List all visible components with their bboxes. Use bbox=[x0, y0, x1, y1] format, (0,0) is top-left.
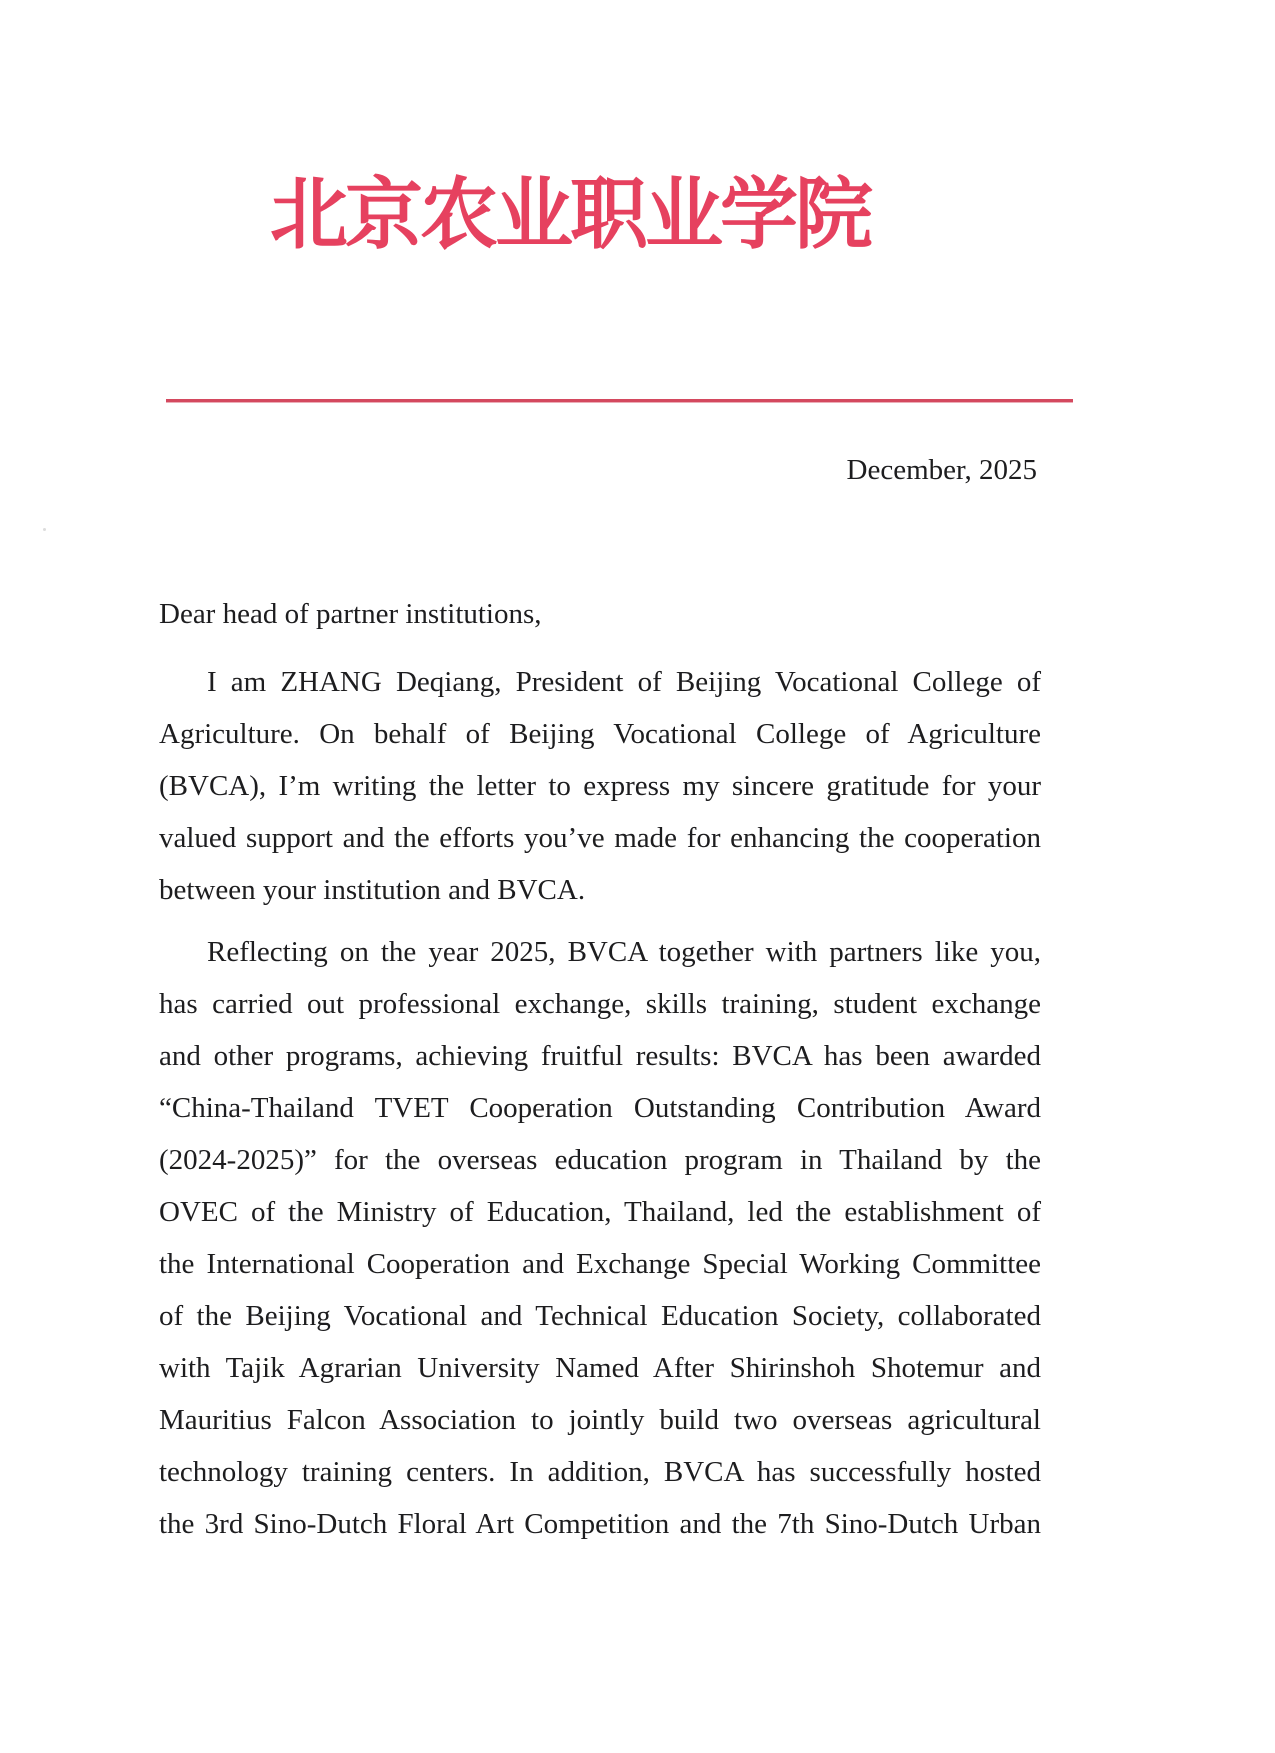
body-line: the International Cooperation and Exchange Special Working Committee bbox=[159, 1248, 1041, 1280]
body-line: I am ZHANG Deqiang, President of Beijing Vocational College of bbox=[207, 666, 1041, 698]
body-line: of the Beijing Vocational and Technical Education Society, collaborated bbox=[159, 1300, 1041, 1332]
body-line: “China-Thailand TVET Cooperation Outstanding Contribution Award bbox=[159, 1092, 1041, 1124]
body-line: OVEC of the Ministry of Education, Thailand, led the establishment of bbox=[159, 1196, 1041, 1228]
body-line: Reflecting on the year 2025, BVCA together with partners like you, bbox=[207, 936, 1041, 968]
body-line: and other programs, achieving fruitful results: BVCA has been awarded bbox=[159, 1040, 1041, 1072]
letter-paragraphs bbox=[159, 656, 1041, 1550]
body-line: has carried out professional exchange, skills training, student exchange bbox=[159, 988, 1041, 1020]
body-line: Mauritius Falcon Association to jointly build two overseas agricultural bbox=[159, 1404, 1041, 1436]
body-line: Agriculture. On behalf of Beijing Vocational College of Agriculture bbox=[159, 718, 1041, 750]
body-line: the 3rd Sino-Dutch Floral Art Competition and the 7th Sino-Dutch Urban bbox=[159, 1508, 1041, 1540]
header-divider-rule bbox=[166, 399, 1073, 402]
paragraph bbox=[159, 926, 1041, 1550]
body-line: technology training centers. In addition, BVCA has successfully hosted bbox=[159, 1456, 1041, 1488]
body-line: between your institution and BVCA. bbox=[159, 874, 586, 906]
date-line: December, 2025 bbox=[846, 454, 1037, 486]
body-line: (2024-2025)” for the overseas education program in Thailand by the bbox=[159, 1144, 1041, 1176]
body-line: valued support and the efforts you’ve made for enhancing the cooperation bbox=[159, 822, 1041, 854]
institution-title: 北京农业职业学院 bbox=[269, 171, 870, 258]
body-line: with Tajik Agrarian University Named After Shirinshoh Shotemur and bbox=[159, 1352, 1041, 1384]
body-line: (BVCA), I’m writing the letter to express my sincere gratitude for your bbox=[159, 770, 1041, 802]
paragraph bbox=[159, 656, 1041, 916]
scan-artifact-speck bbox=[43, 528, 46, 531]
salutation: Dear head of partner institutions, bbox=[159, 598, 542, 630]
letter-body bbox=[159, 588, 1041, 1550]
